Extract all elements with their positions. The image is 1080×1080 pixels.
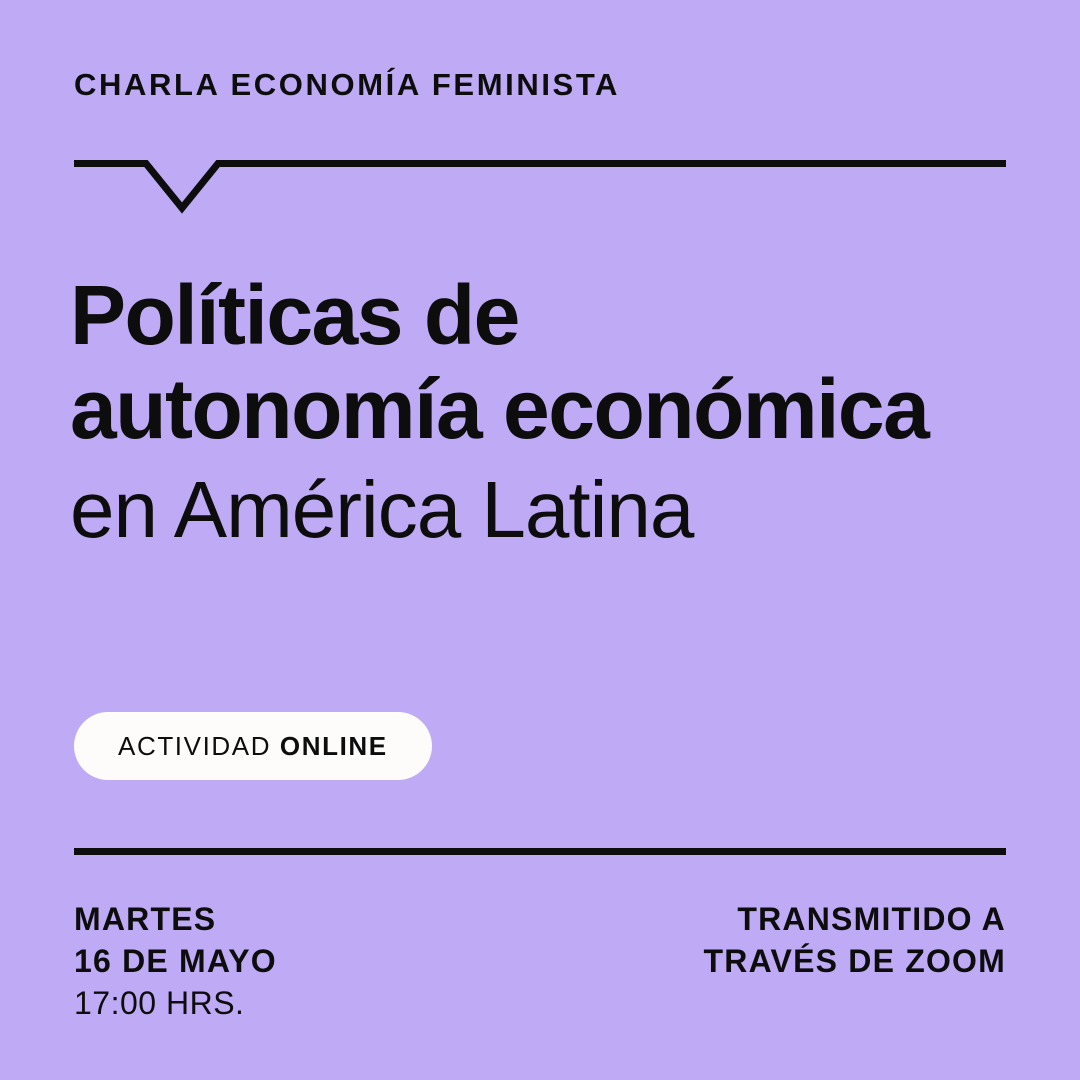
footer-day: MARTES bbox=[74, 901, 217, 937]
top-divider-with-notch bbox=[74, 160, 1006, 220]
badge-label bbox=[118, 731, 388, 762]
status-badge bbox=[74, 712, 432, 780]
footer-time: 17:00 HRS. bbox=[74, 985, 245, 1022]
kicker-label: CHARLA ECONOMÍA FEMINISTA bbox=[74, 67, 621, 102]
footer-platform-line-2: TRAVÉS DE ZOOM bbox=[703, 943, 1006, 980]
notched-line-icon bbox=[74, 160, 1006, 220]
headline-line-2: autonomía económica bbox=[70, 362, 929, 457]
footer-platform-line-1: TRANSMITIDO A bbox=[737, 901, 1006, 937]
footer bbox=[74, 898, 1006, 1025]
page-title bbox=[70, 268, 1030, 558]
bottom-divider bbox=[74, 848, 1006, 855]
headline-line-1: Políticas de bbox=[70, 268, 519, 362]
badge-prefix: ACTIVIDAD bbox=[118, 730, 280, 761]
badge-emphasis: ONLINE bbox=[279, 730, 388, 761]
footer-platform-block bbox=[704, 898, 1006, 982]
footer-date: 16 DE MAYO bbox=[74, 943, 277, 980]
headline-line-3: en América Latina bbox=[70, 465, 694, 555]
footer-date-block bbox=[74, 898, 277, 1025]
